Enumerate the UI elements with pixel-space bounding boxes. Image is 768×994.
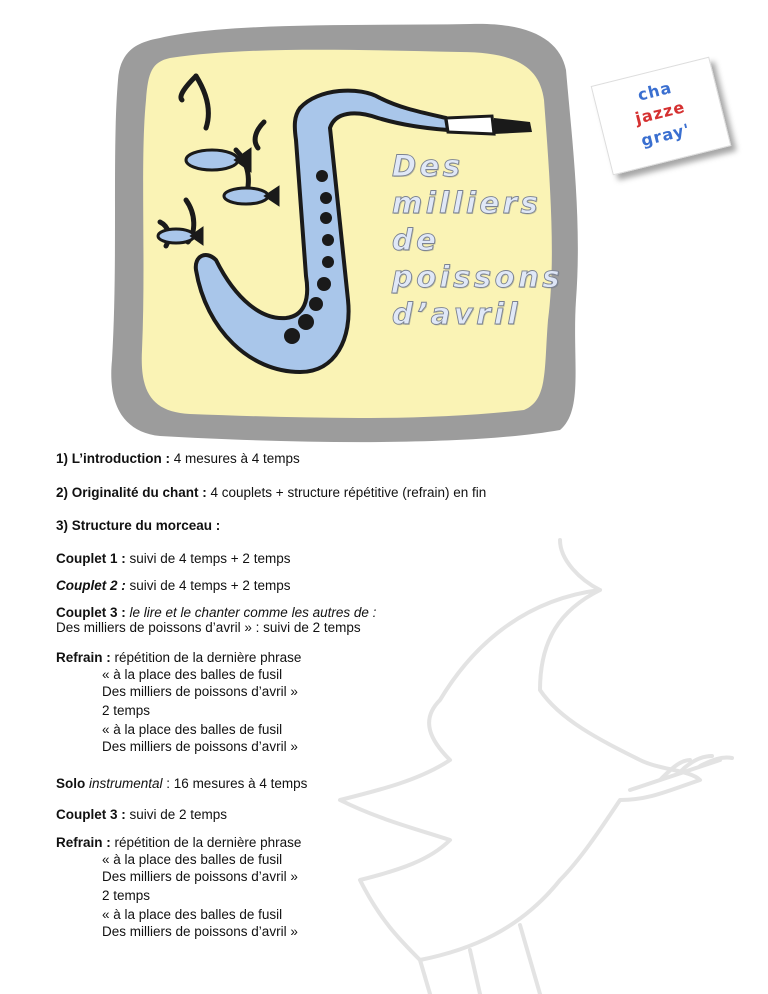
title-line: de	[392, 223, 440, 257]
couplet1-line	[56, 550, 290, 567]
couplet1-text: suivi de 4 temps + 2 temps	[125, 551, 291, 566]
refrain1-lyric: 2 temps	[102, 703, 151, 718]
couplet3a-label: Couplet 3 :	[56, 605, 126, 620]
badge-line-3: gray'	[639, 119, 693, 151]
refrain1-lyric: Des milliers de poissons d’avril »	[102, 739, 298, 754]
structure-label: 3) Structure du morceau :	[56, 518, 221, 533]
couplet2-line	[56, 577, 290, 594]
song-title	[392, 148, 563, 333]
badge-line-2: jazze	[633, 97, 688, 128]
couplet2-label: Couplet 2 :	[56, 578, 126, 593]
couplet3b-text: suivi de 2 temps	[125, 807, 228, 822]
title-line: Des	[392, 149, 464, 183]
refrain1-lyric: Des milliers de poissons d’avril »	[102, 684, 298, 699]
intro-text: 4 mesures à 4 temps	[170, 451, 300, 466]
originality-text: 4 couplets + structure répétitive (refrain) en fin	[206, 485, 487, 500]
couplet3a-line2: Des milliers de poissons d’avril » : suivi de 2 temps	[56, 620, 361, 635]
title-line: milliers	[392, 186, 542, 220]
refrain1-lyric: « à la place des balles de fusil	[102, 722, 283, 737]
refrain1-lyric: « à la place des balles de fusil	[102, 667, 283, 682]
intro-line	[56, 450, 300, 467]
refrain2-line	[56, 834, 301, 851]
badge-line-1: cha	[635, 77, 674, 105]
title-line: poissons	[392, 260, 563, 294]
refrain2-lyric: « à la place des balles de fusil	[102, 852, 283, 867]
refrain1-label: Refrain :	[56, 650, 111, 665]
refrain2-label: Refrain :	[56, 835, 111, 850]
refrain1-text: répétition de la dernière phrase	[110, 650, 302, 665]
couplet3a-italic: le lire et le chanter comme les autres de :	[125, 605, 377, 620]
couplet1-label: Couplet 1 :	[56, 551, 126, 566]
solo-label: Solo	[56, 776, 86, 791]
couplet3b-label: Couplet 3 :	[56, 807, 126, 822]
refrain2-lyric: 2 temps	[102, 888, 151, 903]
refrain2-lyric: « à la place des balles de fusil	[102, 907, 283, 922]
refrain2-lyric: Des milliers de poissons d’avril »	[102, 869, 298, 884]
solo-italic: instrumental	[85, 776, 163, 791]
couplet2-text: suivi de 4 temps + 2 temps	[125, 578, 291, 593]
refrain2-text: répétition de la dernière phrase	[110, 835, 302, 850]
structure-heading	[56, 517, 220, 534]
originality-label: 2) Originalité du chant :	[56, 485, 207, 500]
solo-text: : 16 mesures à 4 temps	[162, 776, 308, 791]
solo-line	[56, 775, 307, 792]
refrain2-lyric: Des milliers de poissons d’avril »	[102, 924, 298, 939]
intro-label: 1) L’introduction :	[56, 451, 170, 466]
couplet3b-line	[56, 806, 227, 823]
originality-line	[56, 484, 486, 501]
title-line: d’avril	[392, 297, 521, 331]
refrain1-line	[56, 649, 301, 666]
